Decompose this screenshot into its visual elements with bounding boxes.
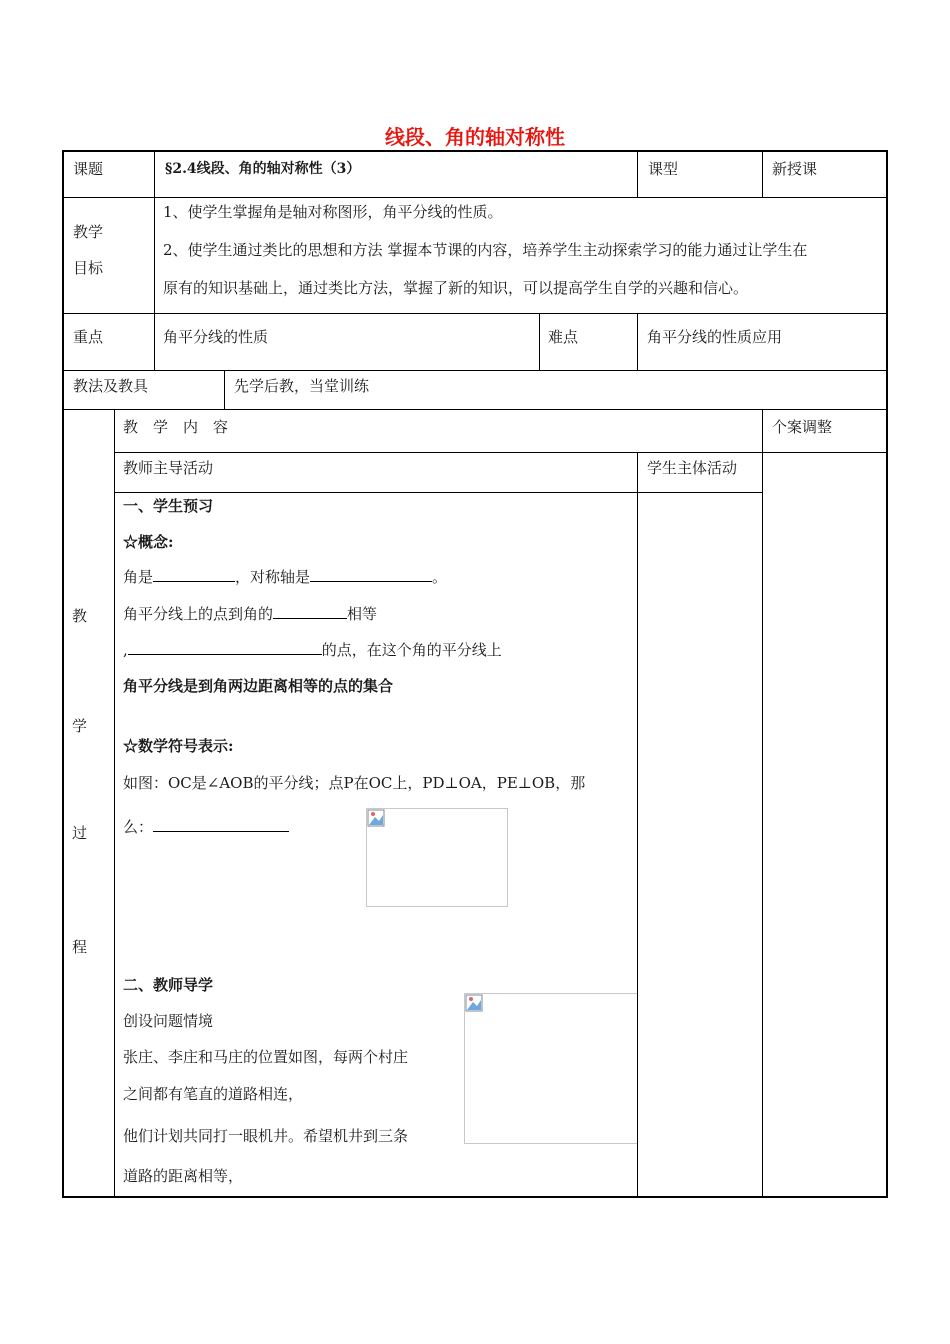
broken-image-icon [367,809,385,827]
difficulty-label: 难点 [548,328,579,346]
side-label-3: 过 [72,824,88,842]
difficulty-value: 角平分线的性质应用 [647,328,783,346]
symbol-line-1: 如图：OC是∠AOB的平分线；点P在OC上，PD⊥OA，PE⊥OB，那 [123,774,586,792]
side-label-4: 程 [72,938,88,956]
teacher-header: 教师主导活动 [123,459,214,477]
scenario-title: 创设问题情境 [123,1012,214,1030]
objective-item-2-line-2: 原有的知识基础上，通过类比方法，掌握了新的知识，可以提高学生自学的兴趣和信心。 [163,279,749,297]
content-header: 教 学 内 容 [123,418,229,436]
method-value: 先学后教，当堂训练 [234,377,370,395]
concept-line-2: 角平分线上的点到角的 相等 [123,605,378,623]
scenario-line-4: 道路的距离相等， [123,1167,244,1185]
student-header: 学生主体活动 [647,459,738,477]
blank-2[interactable] [310,567,432,582]
type-label: 课型 [648,160,679,178]
blank-4[interactable] [128,640,322,655]
course-label: 课题 [73,160,104,178]
concept-line-3: , 的点，在这个角的平分线上 [123,641,502,659]
blank-3[interactable] [273,604,347,619]
key-label: 重点 [73,328,104,346]
adjust-header: 个案调整 [772,418,833,436]
type-value: 新授课 [772,160,818,178]
objectives-label-2: 目标 [73,259,104,277]
side-label-1: 教 [72,607,88,625]
objective-item-1: 1、使学生掌握角是轴对称图形，角平分线的性质。 [163,203,503,221]
scenario-line-2: 之间都有笔直的道路相连， [123,1085,304,1103]
key-value: 角平分线的性质 [163,328,269,346]
broken-image-icon [465,994,483,1012]
scenario-line-1: 张庄、李庄和马庄的位置如图，每两个村庄 [123,1048,409,1066]
symbol-line-2: 么： [123,817,289,837]
concept-title: ☆概念: [123,533,174,551]
section1-title: 一、学生预习 [123,497,214,515]
method-label: 教法及教具 [73,377,149,395]
figure-village-map [464,993,637,1144]
blank-1[interactable] [153,567,235,582]
figure-angle-bisector [366,808,508,907]
concept-bold-statement: 角平分线是到角两边距离相等的点的集合 [123,677,394,695]
scenario-line-3: 他们计划共同打一眼机井。希望机井到三条 [123,1127,409,1145]
objectives-label-1: 教学 [73,223,104,241]
page-title: 线段、角的轴对称性 [385,125,565,149]
side-label-2: 学 [72,717,88,735]
concept-line-1: 角是 ，对称轴是 。 [123,568,448,586]
objective-item-2-line-1: 2、使学生通过类比的思想和方法 掌握本节课的内容，培养学生主动探索学习的能力通过让学生在 [163,241,808,259]
section2-title: 二、教师导学 [123,976,214,994]
symbol-title: ☆数学符号表示: [123,737,234,755]
blank-5[interactable] [153,817,289,832]
course-value: §2.4线段、角的轴对称性（3） [165,161,361,177]
